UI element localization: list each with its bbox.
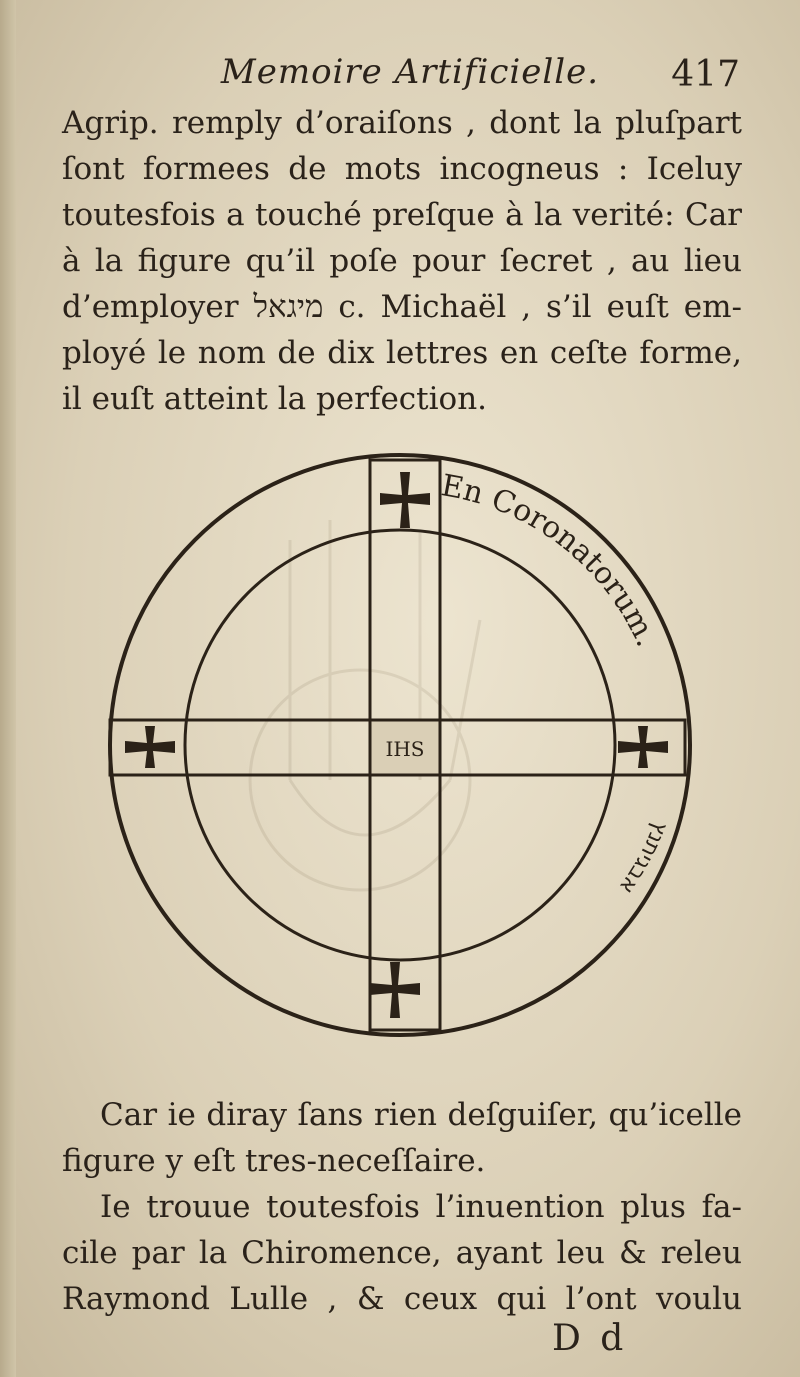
page-number: 417 (671, 54, 740, 95)
outer-inscription: En Coronatorum. (438, 468, 665, 652)
running-title: Memoire Artificielle. (220, 52, 600, 92)
text-line: à la figure qu’il poſe pour ſecret , au lieu (62, 243, 742, 279)
text-line: ployé le nom de dix lettres en ceſte forme, (62, 335, 742, 371)
body-paragraph-top (62, 100, 742, 422)
text-line: Car ie diray ſans rien deſguiſer, qu’icelle (100, 1097, 742, 1133)
circular-cross-figure (100, 450, 700, 1040)
hebrew-inscription: אבגיתנץ (613, 817, 673, 899)
center-symbol: IHS (385, 737, 425, 761)
right-cross (618, 726, 668, 768)
text-line: Agrip. remply d’oraiſons , dont la pluſpart (62, 105, 742, 141)
body-paragraph-bottom (62, 1092, 742, 1322)
top-cross (380, 472, 430, 528)
hand-watermark (250, 510, 480, 890)
text-line: cile par la Chiromence, ayant leu & releu (62, 1235, 742, 1271)
bottom-cross (370, 962, 420, 1018)
figure-svg (100, 450, 700, 1040)
left-cross (125, 726, 175, 768)
text-line: figure y eſt tres-neceſſaire. (62, 1143, 486, 1179)
text-line: ſont formees de mots incogneus : Iceluy (62, 151, 742, 187)
text-line: Raymond Lulle , & ceux qui l’ont voulu (62, 1281, 742, 1317)
book-gutter (0, 0, 16, 1377)
signature-mark: D d (552, 1318, 628, 1359)
text-line: il euſt atteint la perfection. (62, 381, 488, 417)
text-line: d’employer מיגאל c. Michaël , s’il euſt em- (62, 289, 742, 325)
text-line: toutesfois a touché preſque à la verité: Car (62, 197, 742, 233)
text-line: Ie trouue toutesfois l’inuention plus fa- (100, 1189, 742, 1225)
